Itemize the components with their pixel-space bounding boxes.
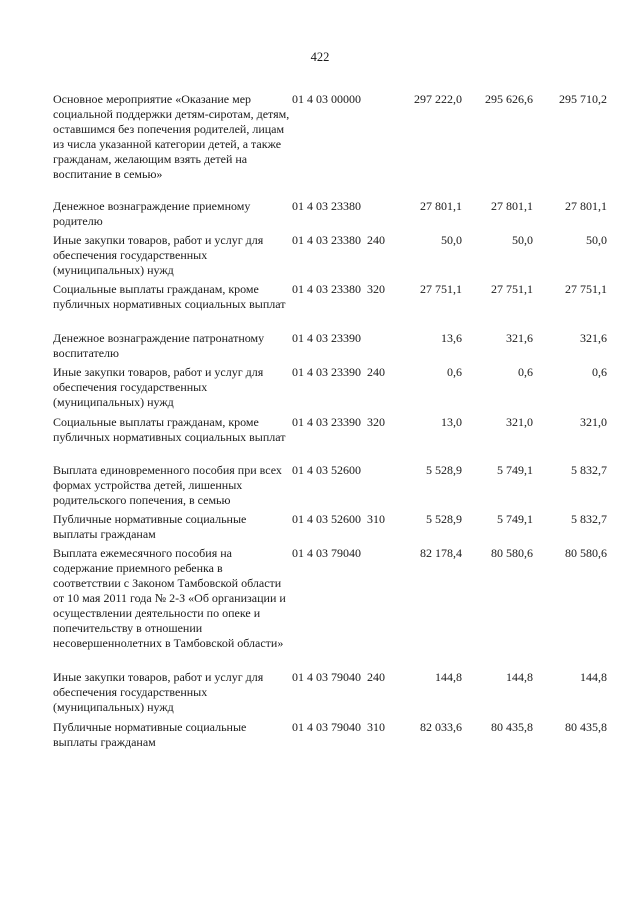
row-value-2: 27 751,1	[491, 282, 533, 296]
row-value-3: 321,6	[580, 331, 607, 345]
row-value-3: 80 580,6	[565, 546, 607, 560]
row-value-1: 27 801,1	[420, 199, 462, 213]
row-value-1: 27 751,1	[420, 282, 462, 296]
row-value-1: 50,0	[441, 233, 462, 247]
row-value-2: 80 435,8	[491, 720, 533, 734]
row-description: Иные закупки товаров, работ и услуг для обеспечения государственных (муниципальных) нужд	[53, 365, 264, 409]
row-value-2: 50,0	[512, 233, 533, 247]
row-value-3: 5 832,7	[571, 512, 607, 526]
row-value-2: 80 580,6	[491, 546, 533, 560]
row-value-1: 13,6	[441, 331, 462, 345]
row-value-3: 5 832,7	[571, 463, 607, 477]
row-value-2: 295 626,6	[485, 92, 533, 106]
row-code: 01 4 03 79040 240	[292, 670, 385, 684]
row-value-3: 50,0	[586, 233, 607, 247]
row-value-3: 0,6	[592, 365, 607, 379]
row-description: Социальные выплаты гражданам, кроме публичных нормативных социальных выплат	[53, 415, 286, 444]
row-code: 01 4 03 23390	[292, 331, 361, 345]
row-value-1: 82 033,6	[420, 720, 462, 734]
row-description: Публичные нормативные социальные выплаты гражданам	[53, 512, 247, 541]
row-value-1: 82 178,4	[420, 546, 462, 560]
row-code: 01 4 03 23380 240	[292, 233, 385, 247]
row-description: Публичные нормативные социальные выплаты гражданам	[53, 720, 247, 749]
row-value-3: 27 801,1	[565, 199, 607, 213]
row-value-3: 27 751,1	[565, 282, 607, 296]
row-code: 01 4 03 00000	[292, 92, 361, 106]
row-value-1: 13,0	[441, 415, 462, 429]
row-value-2: 5 749,1	[497, 463, 533, 477]
row-value-2: 321,6	[506, 331, 533, 345]
row-value-2: 321,0	[506, 415, 533, 429]
row-code: 01 4 03 23380	[292, 199, 361, 213]
row-description: Денежное вознаграждение приемному родителю	[53, 199, 251, 228]
row-description: Иные закупки товаров, работ и услуг для обеспечения государственных (муниципальных) нужд	[53, 670, 264, 714]
row-code: 01 4 03 52600	[292, 463, 361, 477]
row-value-1: 297 222,0	[414, 92, 462, 106]
row-description: Денежное вознаграждение патронатному воспитателю	[53, 331, 265, 360]
row-value-2: 5 749,1	[497, 512, 533, 526]
row-code: 01 4 03 79040	[292, 546, 361, 560]
row-value-1: 5 528,9	[426, 463, 462, 477]
row-code: 01 4 03 52600 310	[292, 512, 385, 526]
row-code: 01 4 03 23380 320	[292, 282, 385, 296]
row-value-1: 0,6	[447, 365, 462, 379]
row-description: Иные закупки товаров, работ и услуг для обеспечения государственных (муниципальных) нужд	[53, 233, 264, 277]
row-value-3: 80 435,8	[565, 720, 607, 734]
row-code: 01 4 03 79040 310	[292, 720, 385, 734]
row-description: Выплата единовременного пособия при всех формах устройства детей, лишенных родительского попечения, в семью	[53, 463, 282, 507]
row-code: 01 4 03 23390 320	[292, 415, 385, 429]
row-value-1: 5 528,9	[426, 512, 462, 526]
row-value-2: 144,8	[506, 670, 533, 684]
row-description: Выплата ежемесячного пособия на содержание приемного ребенка в соответствии с Законом Тамбовской области от 10 мая 2011 года № 2-З «Об организации и осуществлении деятельности по опеке и попечительству в отношении несовершеннолетних в Тамбовской области»	[53, 546, 286, 650]
row-value-2: 27 801,1	[491, 199, 533, 213]
row-value-2: 0,6	[518, 365, 533, 379]
row-value-1: 144,8	[435, 670, 462, 684]
row-value-3: 295 710,2	[559, 92, 607, 106]
row-value-3: 321,0	[580, 415, 607, 429]
page-number: 422	[310, 50, 330, 64]
row-description: Основное мероприятие «Оказание мер социальной поддержки детям-сиротам, детям, оставшимся без попечения родителей, лицам из числа указанной категории детей, а также гражданам, желающим взять детей на воспитание в семью»	[53, 92, 290, 181]
row-description: Социальные выплаты гражданам, кроме публичных нормативных социальных выплат	[53, 282, 286, 311]
row-code: 01 4 03 23390 240	[292, 365, 385, 379]
row-value-3: 144,8	[580, 670, 607, 684]
